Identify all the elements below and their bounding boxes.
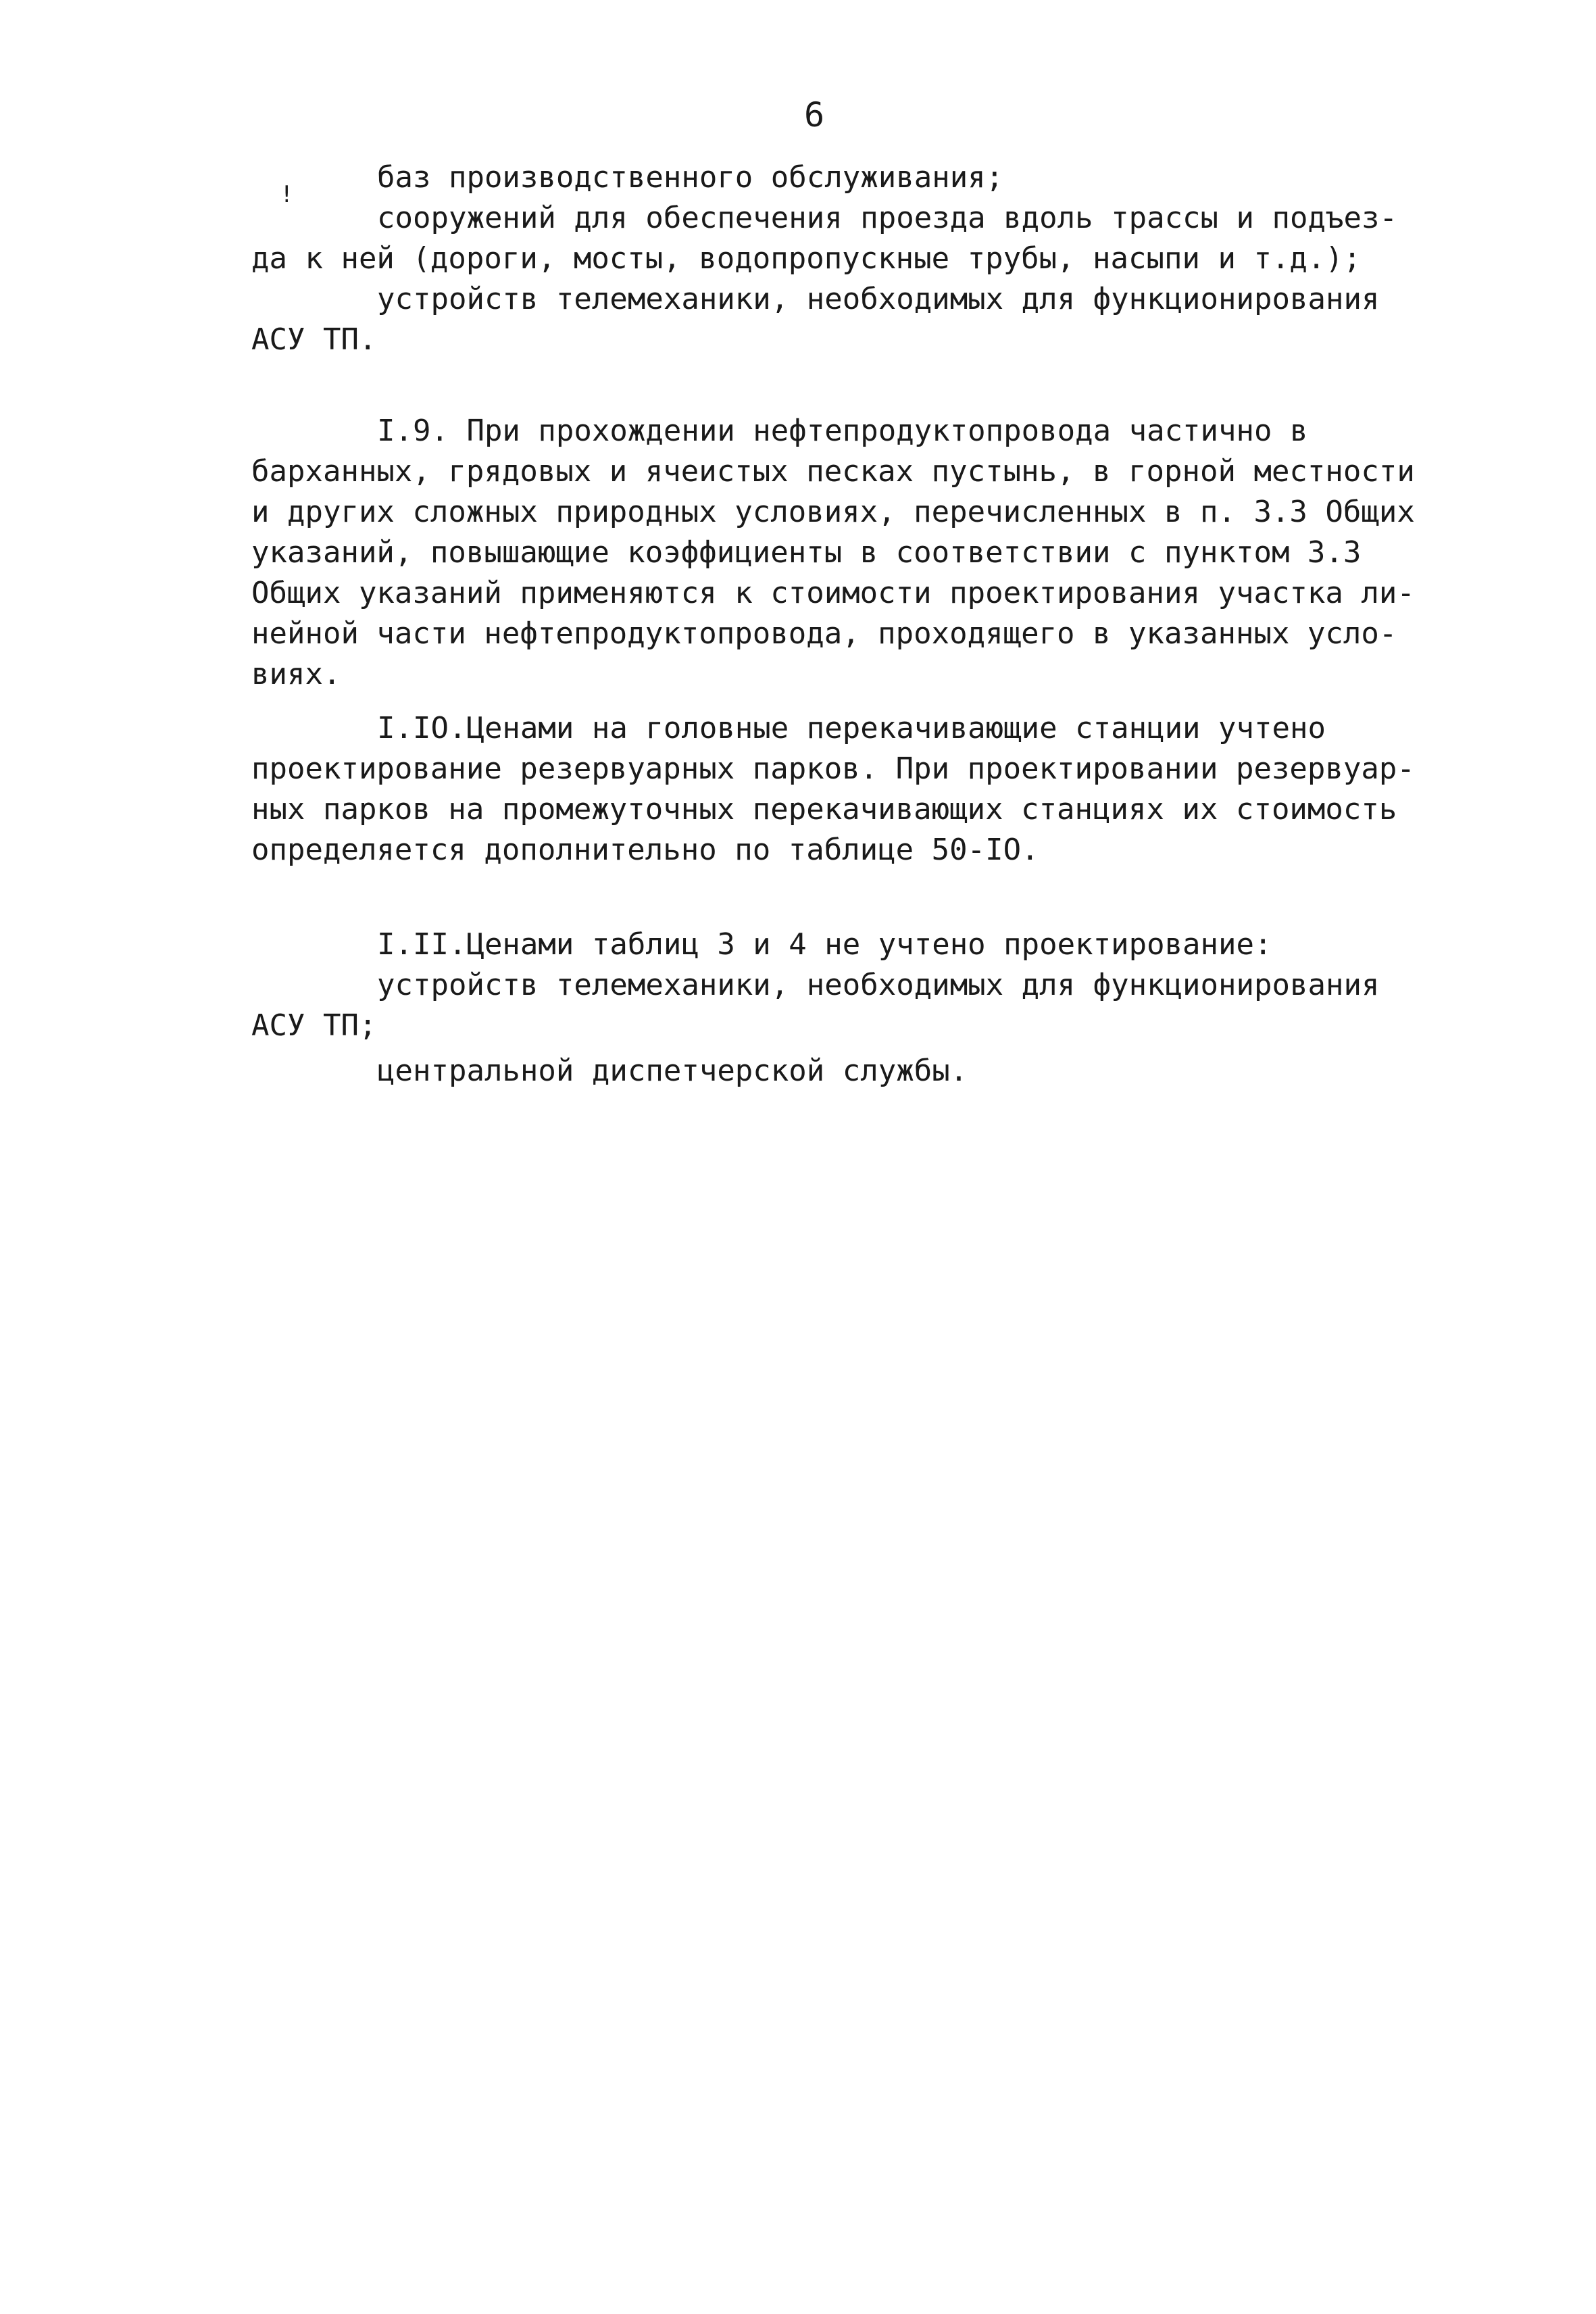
- text-line: ных парков на промежуточных перекачивающих станциях их стоимость: [251, 792, 1397, 827]
- text-line: барханных, грядовых и ячеистых песках пустынь, в горной местности: [251, 454, 1415, 489]
- text-line: устройств телемеханики, необходимых для функционирования: [377, 968, 1380, 1002]
- text-line: центральной диспетчерской службы.: [377, 1054, 968, 1088]
- text-line: I.9. При прохождении нефтепродуктопровода частично в: [377, 414, 1308, 448]
- text-line: указаний, повышающие коэффициенты в соответствии с пунктом 3.3: [251, 535, 1362, 570]
- text-line: I.II.Ценами таблиц 3 и 4 не учтено проектирование:: [377, 927, 1272, 962]
- text-line: проектирование резервуарных парков. При проектировании резервуар-: [251, 752, 1415, 786]
- text-line: сооружений для обеспечения проезда вдоль трассы и подъез-: [377, 201, 1397, 235]
- text-line: I.IO.Ценами на головные перекачивающие станции учтено: [377, 711, 1326, 745]
- text-line: определяется дополнительно по таблице 50-IO.: [251, 833, 1039, 867]
- text-line: Общих указаний применяются к стоимости проектирования участка ли-: [251, 576, 1415, 610]
- text-line: АСУ ТП;: [251, 1008, 377, 1043]
- text-line: баз производственного обслуживания;: [377, 160, 1004, 195]
- text-line: нейной части нефтепродуктопровода, проходящего в указанных усло-: [251, 616, 1397, 651]
- text-line: виях.: [251, 657, 341, 691]
- text-line: АСУ ТП.: [251, 322, 377, 357]
- page-number: 6: [804, 95, 825, 134]
- text-line: и других сложных природных условиях, перечисленных в п. 3.3 Общих: [251, 495, 1415, 529]
- text-line: устройств телемеханики, необходимых для функционирования: [377, 282, 1380, 316]
- text-line: да к ней (дороги, мосты, водопропускные трубы, насыпи и т.д.);: [251, 241, 1362, 276]
- stray-mark: !: [280, 181, 294, 208]
